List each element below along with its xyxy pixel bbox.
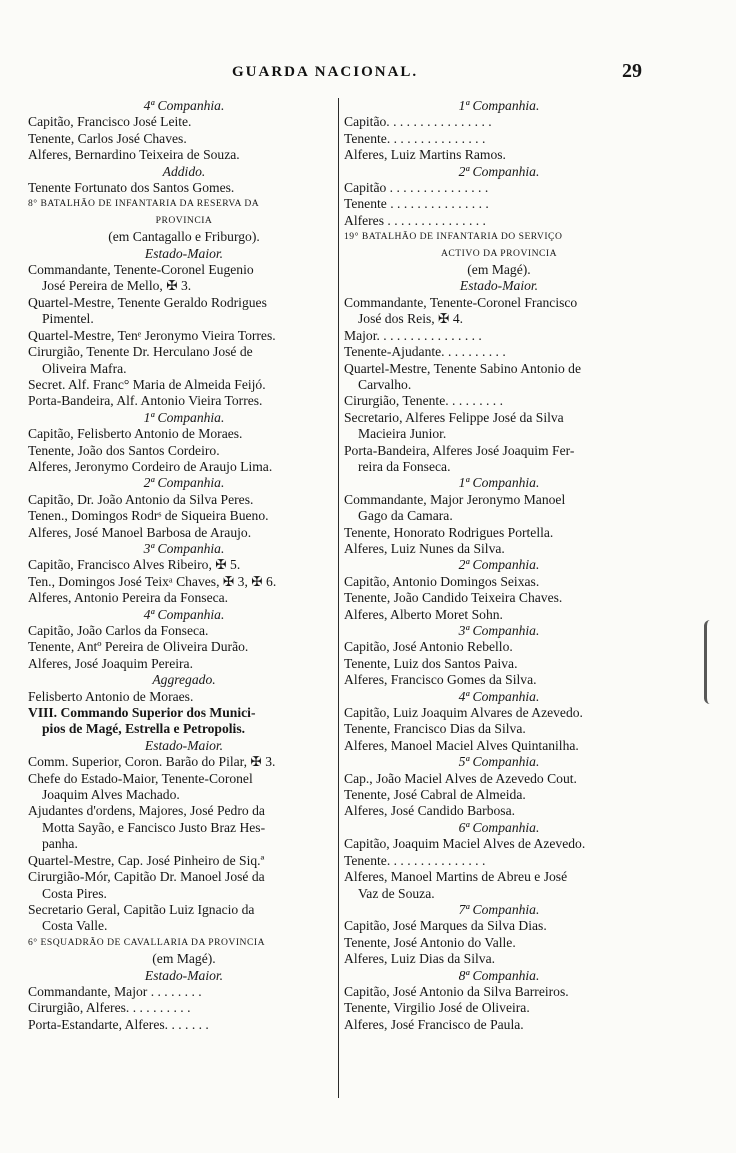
left-column-line: Secret. Alf. Franc° Maria de Almeida Feijó. [28,376,266,392]
right-column-line: Tenente, João Candido Teixeira Chaves. [344,590,563,606]
left-column-line: Alferes, José Joaquim Pereira. [28,655,193,671]
left-column-line: Estado-Maior. [144,967,224,983]
right-column-line: Tenente, Francisco Dias da Silva. [344,721,526,737]
left-column-line: Capitão, João Carlos da Fonseca. [28,623,209,638]
right-column-line: Quartel-Mestre, Tenente Sabino Antonio de [344,360,582,376]
left-column-line: Cirurgião, Tenente Dr. Herculano José de [28,344,253,360]
right-column-line: (em Magé). [467,262,531,278]
right-column-line: Alferes, Francisco Gomes da Silva. [344,672,537,688]
right-column-line: Tenente, José Cabral de Almeida. [344,787,526,803]
right-column-line: Capitão . . . . . . . . . . . . . . . [344,180,489,196]
right-column-line: Secretario, Alferes Felippe José da Silva [344,409,564,425]
left-column-line: Felisberto Antonio de Moraes. [28,688,194,704]
left-column-line: 4ª Companhia. [143,98,225,113]
left-column-line: Commandante, Tenente-Coronel Eugenio [28,262,254,278]
right-column [344,98,654,1033]
left-column-line: Quartel-Mestre, Tenente Geraldo Rodrigues [28,294,267,310]
right-column-line: Porta-Bandeira, Alferes José Joaquim Fer- [344,442,575,458]
right-column-line: Alferes, José Candido Barbosa. [344,803,516,819]
right-column-line: 19° BATALHÃO DE INFANTARIA DO SERVIÇO [344,231,563,243]
page-edge-mark [704,620,725,704]
left-column-line: Ten., Domingos José Teixᵃ Chaves, ✠ 3, ✠ 6. [28,573,277,589]
left-column-line: 6° ESQUADRÃO DE CAVALLARIA DA PROVINCIA [28,936,265,948]
right-column-line: 7ª Companhia. [458,901,540,917]
right-column-line: Estado-Maior. [459,278,539,294]
right-column-line: Alferes, Manoel Maciel Alves Quintanilha. [344,737,579,753]
right-column-line: Capitão, Luiz Joaquim Alvares de Azevedo. [344,705,583,721]
left-column-line: Tenen., Domingos Rodrˢ de Siqueira Bueno. [28,508,269,524]
right-column-line: Carvalho. [358,376,412,392]
left-column-line: Cirurgião, Alferes. . . . . . . . . . [28,1000,191,1016]
right-column-line: 3ª Companhia. [458,623,540,638]
left-column-line: Alferes, Antonio Pereira da Fonseca. [28,590,229,606]
right-column-line: 6ª Companhia. [458,819,540,835]
right-column-line: Commandante, Tenente-Coronel Francisco [344,294,578,310]
right-column-line: Major. . . . . . . . . . . . . . . . [344,327,482,343]
right-column-line: Cap., João Maciel Alves de Azevedo Cout. [344,770,577,786]
right-column-line: Tenente . . . . . . . . . . . . . . . [344,196,489,212]
right-column-line: Commandante, Major Jeronymo Manoel [344,491,566,507]
left-column-line: Costa Pires. [42,885,107,901]
left-column-line: Alferes, Bernardino Teixeira de Souza. [28,147,240,163]
right-column-line: 4ª Companhia. [458,688,540,704]
right-column-line: 5ª Companhia. [458,754,540,770]
left-column-line: 4ª Companhia. [143,606,225,622]
right-column-line: Macieira Junior. [358,426,447,442]
left-column-line: (em Cantagallo e Friburgo). [108,229,260,245]
right-column-line: 2ª Companhia. [458,163,540,179]
left-column-line: Porta-Estandarte, Alferes. . . . . . . [28,1016,209,1032]
left-column-line: Capitão, Francisco Alves Ribeiro, ✠ 5. [28,557,241,573]
left-column-line: Tenente, Carlos José Chaves. [28,130,187,146]
right-column-line: Alferes . . . . . . . . . . . . . . . [344,212,486,228]
running-title: GUARDA NACIONAL. [232,64,419,80]
left-column-line: (em Magé). [152,951,216,967]
right-column-line: Tenente-Ajudante. . . . . . . . . . [344,344,506,360]
right-column-line: 2ª Companhia. [458,557,540,573]
right-column-line: Alferes, Luiz Nunes da Silva. [344,540,505,556]
left-column-line: Alferes, Jeronymo Cordeiro de Araujo Lima. [28,458,273,474]
right-column-line: Alferes, Alberto Moret Sohn. [344,606,503,622]
left-column-line: VIII. Commando Superior dos Munici- [28,705,256,721]
left-column-line: PROVINCIA [155,214,213,226]
right-column-line: Gago da Camara. [358,508,453,524]
left-column-line: Cirurgião-Mór, Capitão Dr. Manoel José da [28,869,265,885]
right-column-line: Vaz de Souza. [358,885,435,901]
right-column-line: ACTIVO DA PROVINCIA [440,247,558,259]
left-column-line: Commandante, Major . . . . . . . . [28,983,202,999]
left-column-line: Costa Valle. [42,918,108,934]
left-column-line: Estado-Maior. [144,737,224,753]
right-column-line: Alferes, Luiz Dias da Silva. [344,951,495,967]
right-column-line: Tenente, José Antonio do Valle. [344,934,516,950]
right-column-line: Tenente, Honorato Rodrigues Portella. [344,524,554,540]
right-column-line: Tenente. . . . . . . . . . . . . . . [344,852,486,868]
left-column-line: Tenente, João dos Santos Cordeiro. [28,442,220,458]
left-column-line: Oliveira Mafra. [42,360,127,376]
right-column-line: Capitão, José Antonio da Silva Barreiros. [344,983,569,999]
left-column-line: Aggregado. [152,672,216,688]
left-column-line: 3ª Companhia. [143,540,225,556]
right-column-line: Capitão, José Antonio Rebello. [344,639,513,655]
right-column-line: 8ª Companhia. [458,967,540,983]
right-column-line: Alferes, José Francisco de Paula. [344,1016,524,1032]
left-column-line: Capitão, Felisberto Antonio de Moraes. [28,426,243,442]
column-divider [338,98,339,1098]
right-column-line: José dos Reis, ✠ 4. [358,311,464,327]
left-column-line: Quartel-Mestre, Cap. José Pinheiro de Siq.ª [28,852,265,868]
left-column-line: Estado-Maior. [144,245,224,261]
right-column-line: Capitão, Antonio Domingos Seixas. [344,573,540,589]
right-column-line: Alferes, Manoel Martins de Abreu e José [344,869,568,885]
left-column-line: Comm. Superior, Coron. Barão do Pilar, ✠ 3. [28,754,276,770]
left-column-line: Tenente Fortunato dos Santos Gomes. [28,180,235,196]
right-column-line: reira da Fonseca. [358,458,451,474]
right-column-line: 1ª Companhia. [458,98,540,113]
right-column-line: Capitão. . . . . . . . . . . . . . . . [344,114,492,130]
left-column-line: Ajudantes d'ordens, Majores, José Pedro da [28,803,265,819]
left-column-line: Capitão, Dr. João Antonio da Silva Peres. [28,491,254,507]
left-column-line: 2ª Companhia. [143,475,225,491]
left-column-line: Secretario Geral, Capitão Luiz Ignacio da [28,901,255,917]
right-column-line: Capitão, José Marques da Silva Dias. [344,918,547,934]
left-column-line: 1ª Companhia. [143,409,225,425]
left-column-line: José Pereira de Mello, ✠ 3. [42,278,192,294]
left-column-line: Alferes, José Manoel Barbosa de Araujo. [28,524,252,540]
left-column-line: panha. [42,836,78,852]
left-column-line: pios de Magé, Estrella e Petropolis. [42,721,246,737]
left-column [28,98,340,1033]
left-column-line: Pimentel. [42,311,94,327]
right-column-line: Tenente. . . . . . . . . . . . . . . [344,130,486,146]
left-column-line: 8° BATALHÃO DE INFANTARIA DA RESERVA DA [28,198,260,210]
right-column-line: Cirurgião, Tenente. . . . . . . . . [344,393,504,409]
page-number: 29 [622,60,642,82]
left-column-line: Motta Sayão, e Fancisco Justo Braz Hes- [42,819,266,835]
left-column-line: Capitão, Francisco José Leite. [28,114,192,130]
left-column-line: Chefe do Estado-Maior, Tenente-Coronel [28,770,253,786]
right-column-line: Tenente, Virgilio José de Oliveira. [344,1000,530,1016]
left-column-line: Addido. [162,163,206,179]
left-column-line: Joaquim Alves Machado. [42,787,180,803]
page-header [0,60,736,86]
right-column-line: Alferes, Luiz Martins Ramos. [344,147,506,163]
right-column-line: Tenente, Luiz dos Santos Paiva. [344,655,518,671]
right-column-line: Capitão, Joaquim Maciel Alves de Azevedo. [344,836,586,852]
left-column-line: Tenente, Antº Pereira de Oliveira Durão. [28,639,249,655]
left-column-line: Porta-Bandeira, Alf. Antonio Vieira Torres. [28,393,263,409]
right-column-line: 1ª Companhia. [458,475,540,491]
left-column-line: Quartel-Mestre, Tenᵉ Jeronymo Vieira Torres. [28,327,276,343]
